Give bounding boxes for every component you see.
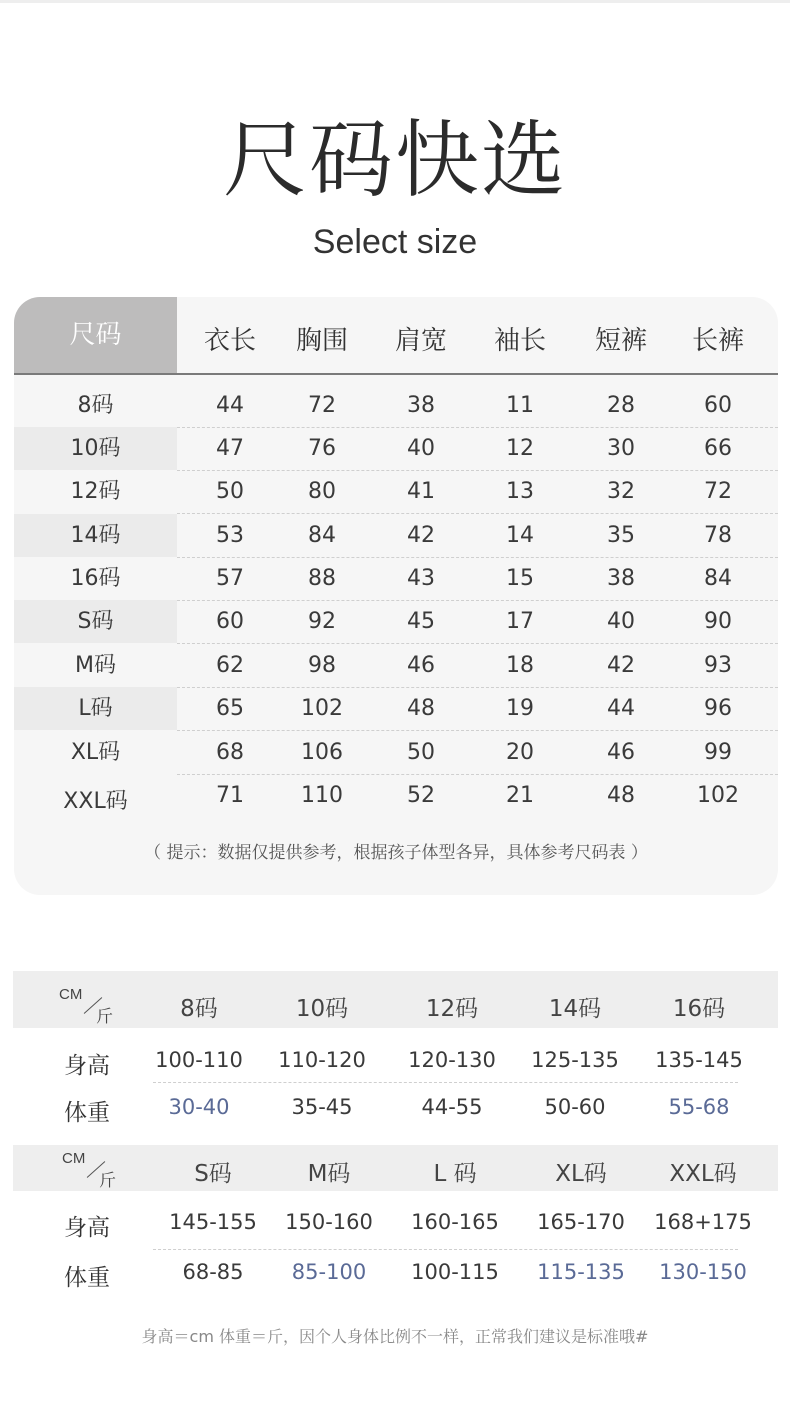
table-cell: 40 xyxy=(407,436,435,461)
size-label: M码 xyxy=(75,653,116,678)
weight-label: 体重 xyxy=(64,1100,110,1126)
table-cell: 11 xyxy=(506,393,534,418)
table-cell: 66 xyxy=(704,436,732,461)
height-value: 168+175 xyxy=(654,1210,752,1234)
table-cell: 52 xyxy=(407,783,435,808)
row-divider xyxy=(153,1082,738,1083)
weight-value: 85-100 xyxy=(291,1260,367,1284)
unit-label xyxy=(62,1150,132,1190)
table-cell: 72 xyxy=(704,479,732,504)
height-value: 100-110 xyxy=(155,1048,243,1072)
table-cell: 44 xyxy=(216,393,244,418)
size-column-header: 12码 xyxy=(425,996,479,1022)
size-label: L码 xyxy=(78,696,113,721)
weight-value: 30-40 xyxy=(168,1095,230,1119)
table-cell: 88 xyxy=(308,566,336,591)
size-column-header: XL码 xyxy=(555,1161,607,1187)
header-col-1: 衣长 xyxy=(203,326,256,356)
header-col-3: 肩宽 xyxy=(394,326,447,356)
header-col-6: 长裤 xyxy=(691,326,744,356)
header-col-2: 胸围 xyxy=(295,326,348,356)
unit-jin: 斤 xyxy=(99,1171,116,1191)
table-cell: 44 xyxy=(607,696,635,721)
table-cell: 84 xyxy=(308,523,336,548)
table-cell: 50 xyxy=(216,479,244,504)
table-cell: 42 xyxy=(607,653,635,678)
height-value: 160-165 xyxy=(411,1210,499,1234)
table-cell: 76 xyxy=(308,436,336,461)
height-label: 身高 xyxy=(64,1215,110,1241)
header-col-4: 袖长 xyxy=(493,326,546,356)
table-cell: 28 xyxy=(607,393,635,418)
table-cell: 41 xyxy=(407,479,435,504)
table-cell: 38 xyxy=(607,566,635,591)
top-divider xyxy=(0,0,790,3)
size-column-header: M码 xyxy=(307,1161,351,1187)
table-cell: 110 xyxy=(301,783,343,808)
unit-jin: 斤 xyxy=(96,1007,113,1027)
size-label: 10码 xyxy=(70,436,121,461)
table-cell: 71 xyxy=(216,783,244,808)
weight-value: 55-68 xyxy=(668,1095,730,1119)
table-cell: 102 xyxy=(301,696,343,721)
table-cell: 20 xyxy=(506,740,534,765)
weight-value: 44-55 xyxy=(421,1095,483,1119)
unit-cm: CM xyxy=(62,1150,86,1167)
weight-value: 130-150 xyxy=(659,1260,747,1284)
height-value: 135-145 xyxy=(655,1048,743,1072)
header-size: 尺码 xyxy=(14,297,177,374)
table-cell: 57 xyxy=(216,566,244,591)
size-column-header: 8码 xyxy=(180,996,218,1022)
weight-value: 35-45 xyxy=(291,1095,353,1119)
table-cell: 35 xyxy=(607,523,635,548)
height-value: 165-170 xyxy=(537,1210,625,1234)
unit-cm: CM xyxy=(59,986,83,1003)
table-cell: 19 xyxy=(506,696,534,721)
page-subtitle: Select size xyxy=(312,223,478,261)
table-cell: 46 xyxy=(407,653,435,678)
size-label: 12码 xyxy=(70,479,121,504)
table-cell: 80 xyxy=(308,479,336,504)
table-cell: 106 xyxy=(301,740,343,765)
weight-value: 100-115 xyxy=(411,1260,499,1284)
table-cell: 40 xyxy=(607,609,635,634)
size-label: XXL码 xyxy=(63,789,128,814)
height-value: 150-160 xyxy=(285,1210,373,1234)
table-cell: 92 xyxy=(308,609,336,634)
table-cell: 84 xyxy=(704,566,732,591)
table-cell: 72 xyxy=(308,393,336,418)
table-cell: 42 xyxy=(407,523,435,548)
table-cell: 17 xyxy=(506,609,534,634)
height-value: 110-120 xyxy=(278,1048,366,1072)
weight-value: 68-85 xyxy=(182,1260,244,1284)
table-cell: 93 xyxy=(704,653,732,678)
table-cell: 45 xyxy=(407,609,435,634)
size-label: 14码 xyxy=(70,523,121,548)
table-cell: 62 xyxy=(216,653,244,678)
table-cell: 102 xyxy=(697,783,739,808)
size-hint: （ 提示：数据仅提供参考，根据孩子体型各异，具体参考尺码表 ） xyxy=(144,843,648,863)
table-cell: 96 xyxy=(704,696,732,721)
size-column-header: XXL码 xyxy=(669,1161,737,1187)
unit-label xyxy=(59,986,129,1026)
height-value: 125-135 xyxy=(531,1048,619,1072)
height-value: 120-130 xyxy=(408,1048,496,1072)
table-cell: 18 xyxy=(506,653,534,678)
table-cell: 48 xyxy=(607,783,635,808)
weight-value: 115-135 xyxy=(537,1260,625,1284)
table-cell: 68 xyxy=(216,740,244,765)
table-cell: 90 xyxy=(704,609,732,634)
table-cell: 32 xyxy=(607,479,635,504)
table-cell: 38 xyxy=(407,393,435,418)
table-cell: 48 xyxy=(407,696,435,721)
size-column-header: L 码 xyxy=(433,1161,477,1187)
table-cell: 50 xyxy=(407,740,435,765)
size-column-header: 16码 xyxy=(672,996,726,1022)
table-cell: 14 xyxy=(506,523,534,548)
table-cell: 65 xyxy=(216,696,244,721)
size-column-header: S码 xyxy=(194,1161,232,1187)
table-cell: 46 xyxy=(607,740,635,765)
table-cell: 78 xyxy=(704,523,732,548)
header-col-5: 短裤 xyxy=(594,326,647,356)
size-label: S码 xyxy=(77,609,114,634)
size-label: 16码 xyxy=(70,566,121,591)
size-column-header: 14码 xyxy=(548,996,602,1022)
table-cell: 98 xyxy=(308,653,336,678)
table-cell: 99 xyxy=(704,740,732,765)
size-label: 8码 xyxy=(77,393,114,418)
table-cell: 60 xyxy=(216,609,244,634)
page-title: 尺码快选 xyxy=(222,111,567,209)
table-cell: 15 xyxy=(506,566,534,591)
size-chart-card xyxy=(14,297,778,895)
height-label: 身高 xyxy=(64,1053,110,1079)
table-cell: 47 xyxy=(216,436,244,461)
table-cell: 43 xyxy=(407,566,435,591)
table-cell: 53 xyxy=(216,523,244,548)
weight-label: 体重 xyxy=(64,1265,110,1291)
table-cell: 13 xyxy=(506,479,534,504)
table-cell: 12 xyxy=(506,436,534,461)
footer-note: 身高＝cm 体重＝斤，因个人身体比例不一样，正常我们建议是标准哦# xyxy=(141,1327,649,1346)
size-label: XL码 xyxy=(70,740,121,765)
table-cell: 21 xyxy=(506,783,534,808)
size-column-header: 10码 xyxy=(295,996,349,1022)
row-divider xyxy=(153,1249,738,1250)
table-cell: 60 xyxy=(704,393,732,418)
weight-value: 50-60 xyxy=(544,1095,606,1119)
table-cell: 30 xyxy=(607,436,635,461)
height-value: 145-155 xyxy=(169,1210,257,1234)
